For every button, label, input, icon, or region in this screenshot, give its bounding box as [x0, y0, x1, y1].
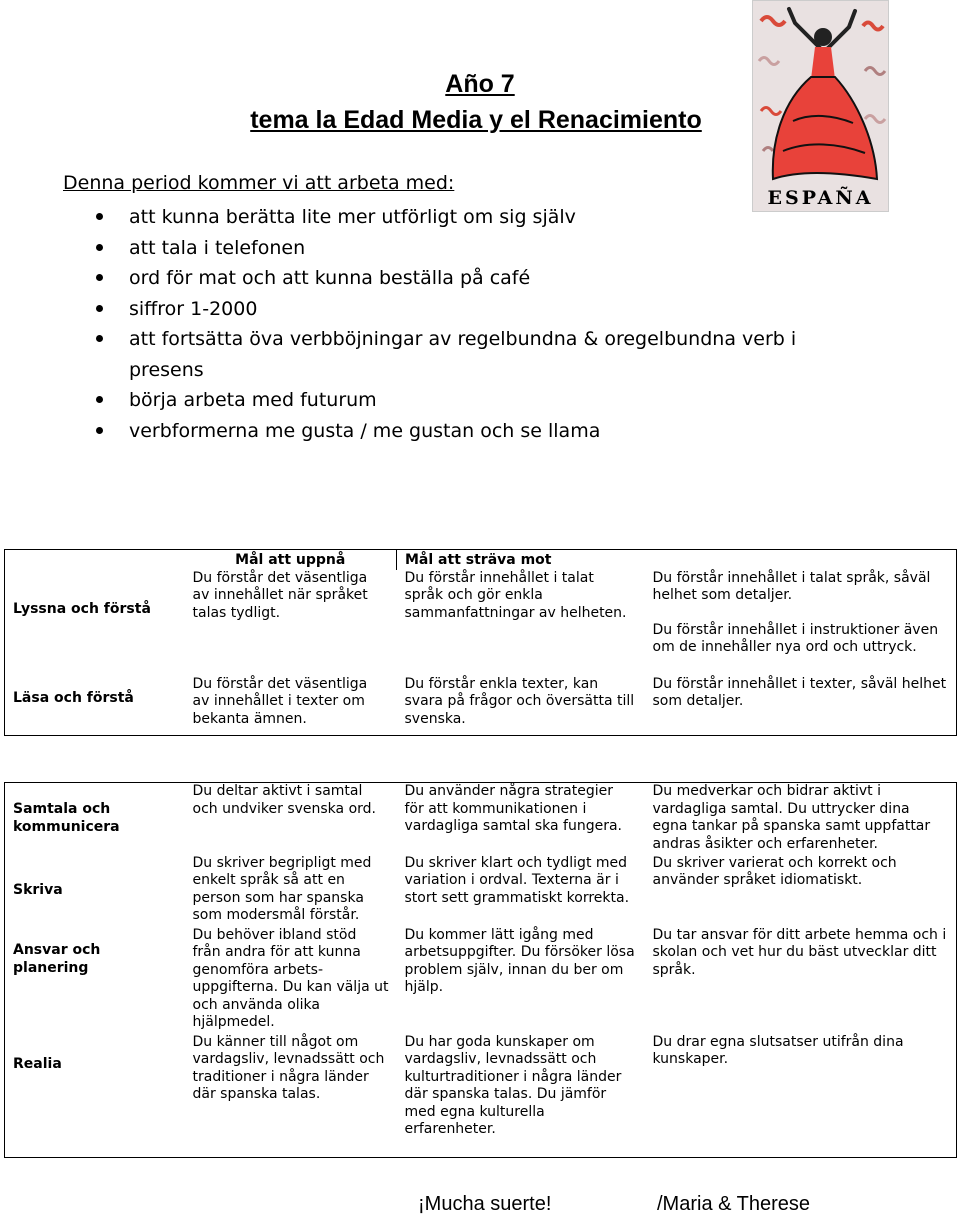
table-cell: Du skriver klart och tydligt med variation i ordval. Texterna är i stort sett grammatiskt korrekta. [404, 854, 630, 906]
row-label: Samtala och kommunicera [13, 801, 120, 835]
table-cell: Du förstår det väsentliga av innehållet när språket talas tydligt. [192, 569, 368, 621]
list-item: att fortsätta öva verbböjningar av regelbundna & oregelbundna verb i presens [63, 324, 863, 385]
list-item: att tala i telefonen [63, 233, 863, 264]
footer-signature: /Maria & Therese [657, 1193, 811, 1215]
table-cell: Du förstår innehållet i talat språk och gör enkla sammanfattningar av helheten. [404, 569, 627, 621]
table-cell: Du behöver ibland stöd från andra för att kunna genomföra arbets-uppgifterna. Du kan välja ut och använda olika hjälpmedel. [192, 926, 389, 1031]
logo-text: ESPAÑA [767, 187, 874, 209]
list-item: siffror 1-2000 [63, 294, 863, 325]
row-label: Ansvar och planering [13, 942, 101, 976]
cell-paragraph: Du förstår innehållet i instruktioner även om de innehåller nya ord och uttryck. [652, 621, 939, 656]
header-mal-att-uppna: Mål att uppnå [235, 552, 346, 568]
table-cell: Du skriver varierat och korrekt och använder språket idiomatiskt. [652, 854, 897, 889]
table-cell: Du känner till något om vardagsliv, levnadssätt och traditioner i några länder där spanska talas. [192, 1033, 385, 1103]
table-cell: Du deltar aktivt i samtal och undviker svenska ord. [192, 783, 376, 817]
row-label: Läsa och förstå [13, 689, 134, 706]
table-cell [645, 570, 957, 676]
list-item: verbformerna me gusta / me gustan och se llama [63, 416, 863, 447]
flamenco-dancer-illustration [753, 1, 890, 189]
table-cell: Du förstår enkla texter, kan svara på frågor och översätta till svenska. [404, 675, 635, 727]
goals-table-1 [4, 549, 957, 736]
table-cell: Du förstår innehållet i texter, såväl helhet som detaljer. [652, 675, 947, 710]
page-subtitle: tema la Edad Media y el Renacimiento [250, 106, 702, 134]
header-mal-att-strava-mot: Mål att sträva mot [397, 550, 645, 570]
goals-list [63, 202, 863, 446]
table-cell: Du har goda kunskaper om vardagsliv, levnadssätt och kulturtraditioner i några länder där spanska talas. Du jämför med egna kulturella erfarenheter. [404, 1033, 622, 1138]
table-cell: Du drar egna slutsatser utifrån dina kunskaper. [652, 1033, 904, 1068]
cell-paragraph: Du förstår innehållet i talat språk, såväl helhet som detaljer. [652, 569, 931, 604]
list-item: att kunna berätta lite mer utförligt om sig själv [63, 202, 863, 233]
intro-heading: Denna period kommer vi att arbeta med: [63, 172, 455, 194]
goals-table-2 [4, 782, 957, 1158]
table-cell: Du använder några strategier för att kommunikationen i vardagliga samtal ska fungera. [404, 783, 622, 835]
list-item: börja arbeta med futurum [63, 385, 863, 416]
table-cell: Du förstår det väsentliga av innehållet i texter om bekanta ämnen. [192, 675, 368, 727]
table-cell: Du tar ansvar för ditt arbete hemma och i skolan och vet hur du bäst utvecklar ditt språk. [652, 926, 947, 978]
table-cell: Du kommer lätt igång med arbetsuppgifter. Du försöker lösa problem själv, innan du ber om hjälp. [404, 926, 635, 996]
footer-greeting: ¡Mucha suerte! [418, 1193, 552, 1215]
table-cell: Du skriver begripligt med enkelt språk så att en person som har spanska som modersmål förstår. [192, 854, 372, 924]
list-item: ord för mat och att kunna beställa på café [63, 263, 863, 294]
row-label: Skriva [13, 881, 63, 898]
row-label: Lyssna och förstå [13, 600, 151, 617]
page-title: Año 7 [445, 70, 515, 98]
espana-logo [752, 0, 889, 212]
row-label: Realia [13, 1056, 62, 1073]
table-cell: Du medverkar och bidrar aktivt i vardagliga samtal. Du uttrycker dina egna tankar på spanska samt uppfattar andras åsikter och erfarenheter. [652, 783, 931, 852]
